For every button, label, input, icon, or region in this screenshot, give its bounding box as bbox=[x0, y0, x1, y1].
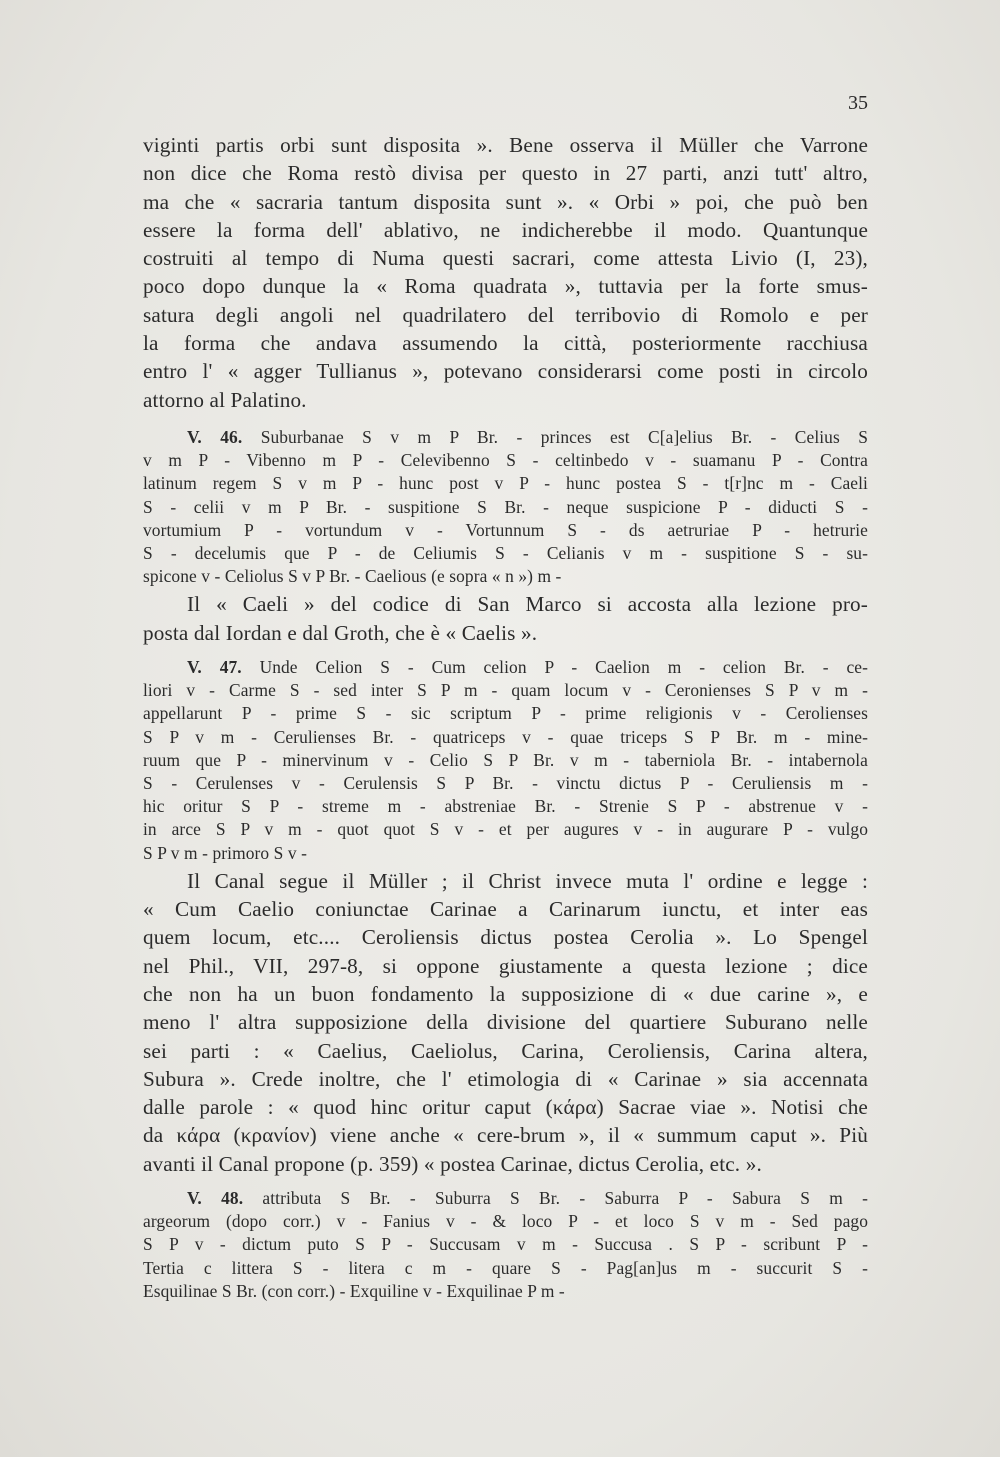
verse-number: V. 46. bbox=[187, 426, 243, 447]
text-line: Tertia c littera S - litera c m - quare S - Pag[an]us m - succurit S - bbox=[143, 1257, 868, 1278]
apparatus-note-v47 bbox=[143, 656, 868, 865]
verse-number: V. 48. bbox=[187, 1188, 244, 1209]
page-number: 35 bbox=[848, 92, 868, 114]
text-line: attorno al Palatino. bbox=[143, 387, 307, 412]
text-block bbox=[143, 131, 868, 1303]
text-line: vortumium P - vortundum v - Vortunnum S - ds aetruriae P - hetrurie bbox=[143, 519, 868, 540]
text-line: sei parti : « Caelius, Caeliolus, Carina, Ceroliensis, Carina altera, bbox=[143, 1038, 868, 1063]
note-first-line bbox=[143, 426, 868, 449]
text-line: S P v - dictum puto S P - Succusam v m - Succusa . S P - scribunt P - bbox=[143, 1234, 868, 1255]
text-line: ruum que P - minervinum v - Celio S P Br. v m - taberniola Br. - intabernola bbox=[143, 749, 868, 770]
text-line: quem locum, etc.... Ceroliensis dictus postea Cerolia ». Lo Spengel bbox=[143, 925, 868, 950]
text-line: « Cum Caelio coniunctae Carinae a Carinarum iunctu, et inter eas bbox=[143, 897, 868, 922]
apparatus-note-v48 bbox=[143, 1187, 868, 1303]
text-line: ma che « sacraria tantum disposita sunt ». « Orbi » poi, che può ben bbox=[143, 189, 868, 214]
text-line: Suburbanae S v m P Br. - princes est C[a]elius Br. - Celius S bbox=[260, 426, 868, 447]
text-line: appellarunt P - prime S - sic scriptum P - prime religionis v - Cerolienses bbox=[143, 703, 868, 724]
text-line: spicone v - Celiolus S v P Br. - Caelious (e sopra « n ») m - bbox=[143, 566, 562, 587]
text-line: costruiti al tempo di Numa questi sacrari, come attesta Livio (I, 23), bbox=[143, 246, 868, 271]
note-first-line bbox=[143, 656, 868, 679]
note-first-line bbox=[143, 1187, 868, 1210]
text-line: che non ha un buon fondamento la supposizione di « due carine », e bbox=[143, 982, 868, 1006]
text-line: la forma che andava assumendo la città, posteriormente racchiusa bbox=[143, 331, 868, 356]
text-line: avanti il Canal propone (p. 359) « postea Carinae, dictus Cerolia, etc. ». bbox=[143, 1151, 762, 1176]
text-line: in arce S P v m - quot quot S v - et per augures v - in augurare P - vulgo bbox=[143, 819, 868, 840]
text-line: non dice che Roma restò divisa per questo in 27 parti, anzi tutt' altro, bbox=[143, 161, 868, 186]
text-line: Unde Celion S - Cum celion P - Caelion m - celion Br. - ce- bbox=[259, 656, 868, 677]
verse-number: V. 47. bbox=[187, 656, 242, 677]
text-line: argeorum (dopo corr.) v - Fanius v - & loco P - et loco S v m - Sed pago bbox=[143, 1211, 868, 1232]
text-line: S P v m - primoro S v - bbox=[143, 842, 307, 863]
text-line: meno l' altra supposizione della divisione del quartiere Suburano nelle bbox=[143, 1010, 868, 1035]
text-line: Il « Caeli » del codice di San Marco si accosta alla lezione pro- bbox=[187, 592, 868, 617]
text-line: Subura ». Crede inoltre, che l' etimologia di « Carinae » sia accennata bbox=[143, 1066, 868, 1091]
text-line: v m P - Vibenno m P - Celevibenno S - celtinbedo v - suamanu P - Contra bbox=[143, 450, 868, 471]
text-line: Il Canal segue il Müller ; il Christ invece muta l' ordine e legge : bbox=[187, 868, 868, 893]
text-line: S - Cerulenses v - Cerulensis S P Br. - vinctu dictus P - Ceruliensis m - bbox=[143, 773, 868, 793]
paragraph-continuation bbox=[143, 131, 868, 414]
text-line: entro l' « agger Tullianus », potevano considerarsi come posti in circolo bbox=[143, 359, 868, 384]
text-line: satura degli angoli nel quadrilatero del terribovio di Romolo e per bbox=[143, 302, 868, 327]
paragraph-caeli bbox=[143, 590, 868, 647]
text-line: Esquilinae S Br. (con corr.) - Exquiline v - Exquilinae P m - bbox=[143, 1280, 565, 1301]
text-line: nel Phil., VII, 297-8, si oppone giustamente a questa lezione ; dice bbox=[143, 953, 868, 978]
text-line: S - decelumis que P - de Celiumis S - Celianis v m - suspitione S - su- bbox=[143, 542, 868, 563]
text-line: viginti partis orbi sunt disposita ». Bene osserva il Müller che Varrone bbox=[143, 133, 868, 157]
text-line: poco dopo dunque la « Roma quadrata », tuttavia per la forte smus- bbox=[143, 274, 868, 299]
text-line: liori v - Carme S - sed inter S P m - quam locum v - Ceronienses S P v m - bbox=[143, 680, 868, 701]
text-line: S - celii v m P Br. - suspitione S Br. - neque suspicione P - diducti S - bbox=[143, 496, 868, 517]
paragraph-canal bbox=[143, 867, 868, 1178]
text-line: S P v m - Cerulienses Br. - quatriceps v - quae triceps S P Br. m - mine- bbox=[143, 726, 868, 747]
text-line: attributa S Br. - Suburra S Br. - Saburra P - Sabura S m - bbox=[262, 1188, 868, 1209]
text-line: essere la forma dell' ablativo, ne indicherebbe il modo. Quantunque bbox=[143, 217, 868, 242]
text-line: dalle parole : « quod hinc oritur caput (κάρα) Sacrae viae ». Notisi che bbox=[143, 1095, 868, 1120]
text-line: hic oritur S P - streme m - abstreniae Br. - Strenie S P - abstrenue v - bbox=[143, 796, 868, 817]
apparatus-note-v46 bbox=[143, 426, 868, 588]
text-line: da κάρα (κρανίον) viene anche « cere-brum », il « summum caput ». Più bbox=[143, 1123, 868, 1148]
text-line: posta dal Iordan e dal Groth, che è « Caelis ». bbox=[143, 620, 538, 645]
text-line: latinum regem S v m P - hunc post v P - hunc postea S - t[r]nc m - Caeli bbox=[143, 473, 868, 494]
